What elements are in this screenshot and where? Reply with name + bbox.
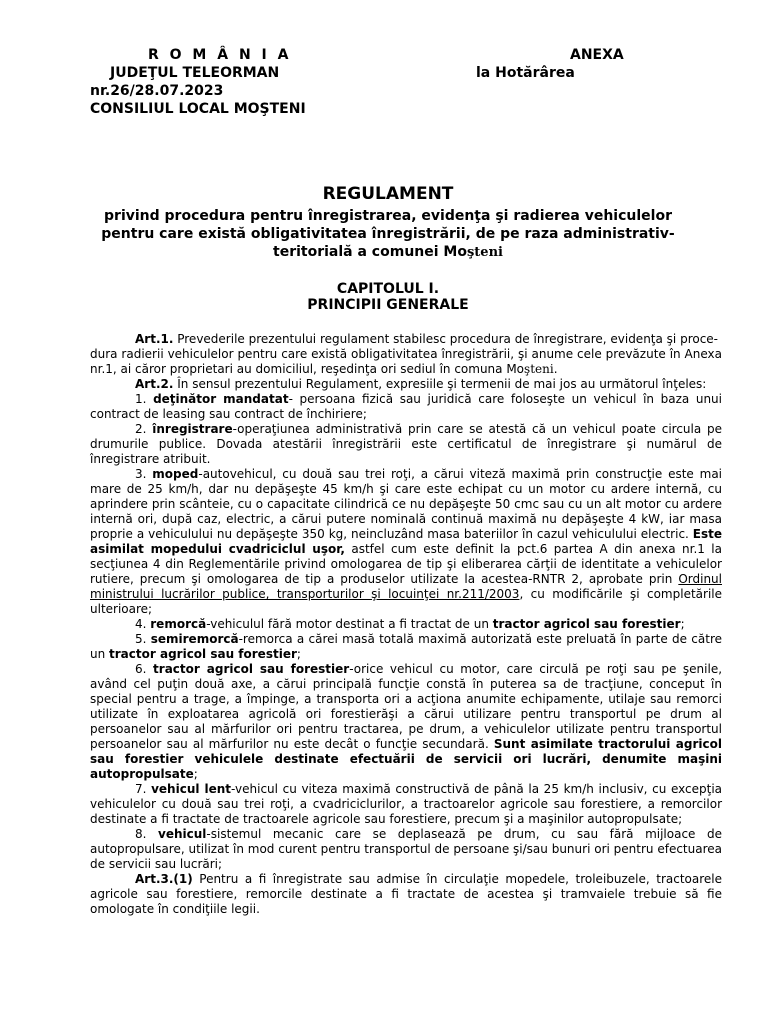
def2-num: 2. — [135, 422, 153, 436]
def7-term: vehicul lent — [151, 782, 232, 796]
def5-term: semiremorcă — [150, 632, 239, 646]
def3-bold: Este asimilat mopedului cvadriciclul uşor, — [90, 527, 722, 556]
header-county: JUDEŢUL TELEORMAN — [110, 65, 280, 81]
def4-bold: tractor agricol sau forestier — [492, 617, 681, 631]
def1-term: deţinător mandatat — [153, 392, 289, 406]
art2-text: În sensul prezentului Regulament, expresiile şi termenii de mai jos au următorul înţeles: — [173, 377, 707, 391]
def2-term: înregistrare — [152, 422, 233, 436]
art3-label: Art.3.(1) — [135, 872, 193, 886]
art2-label: Art.2. — [135, 377, 174, 391]
header-decision: la Hotărârea — [476, 65, 575, 81]
art1-tail: şteni — [524, 362, 554, 376]
subtitle-tail: şteni — [466, 245, 503, 260]
def1-num: 1. — [135, 392, 154, 406]
article-1 — [90, 332, 722, 347]
chapter-subtitle: PRINCIPII GENERALE — [307, 297, 469, 313]
def6-text: -orice vehicul cu motor, care circulă pe roţi sau pe şenile, având cel puţin două axe, a cărui principală funcţie constă în puterea sa de tracţiune, conceput în special pentru a trage, a împinge, a transporta ori a acţiona anumite echipamente, utilaje sau remorci utilizate în exploatarea agricolă ori forestierăşi a cărui utilizare pentru transportul pe drum al persoanelor sau al mărfurilor ori pentru tractarea, pe drum, a vehiculelor utilizate pentru transportul persoanelor sau al mărfurilor nu este decât o funcţie secundară. — [90, 662, 723, 751]
def5-bold: tractor agricol sau forestier — [109, 647, 297, 661]
art1-line2: dura radierii vehiculelor pentru care există obligativitatea înregistrării, şi anume cele prevăzute în Anexa nr.1, ai căror proprietari au domiciliul, reşedinţa ori sediul în comuna Mo — [90, 347, 722, 376]
def3-text3: , cu modificările şi completările ulterioare; — [90, 587, 722, 616]
def4-end: ; — [680, 617, 685, 631]
def3-num: 3. — [135, 467, 153, 481]
definition-1 — [90, 392, 722, 422]
def3-term: moped — [152, 467, 199, 481]
def6-bold: Sunt asimilate tractorului agricol sau forestier vehiculele destinate efectuării de servicii ori lucrări, denumite maşini autopropulsate — [90, 737, 723, 781]
header-annex: ANEXA — [570, 47, 624, 63]
header-country: R O M Â N I A — [148, 47, 292, 63]
def6-num: 6. — [135, 662, 154, 676]
definition-7 — [90, 782, 722, 827]
definition-3 — [90, 467, 722, 617]
document-title: REGULAMENT — [322, 184, 454, 204]
def3-text: -autovehicul, cu două sau trei roţi, a cărui viteză maximă prin construcţie este mai mare de 25 km/h, dar nu depăşeşte 45 km/h şi care este echipat cu un motor cu ardere internă, cu aprindere prin scânteie, cu o capacitate cilindrică ce nu depăşeşte 50 cmc sau cu un alt motor cu ardere internă ori, după caz, electric, a cărui putere nominală continuă maximă nu depăşeşte 4 kW, iar masa proprie a vehiculului nu depăşeşte 350 kg, neincluzând masa bateriilor în cazul vehiculului electric. — [90, 467, 723, 541]
subtitle-text: privind procedura pentru înregistrarea, evidenţa şi radierea vehiculelor pentru care există obligativitatea înregistrării, de pe raza administrativ-teritorială a comunei Mo — [101, 208, 675, 260]
def3-text2: astfel cum este definit la pct.6 partea A din anexa nr.1 la secţiunea 4 din Reglementările privind omologarea de tip şi eliberarea cărţii de identitate a vehiculelor rutiere, precum şi omologarea de tip a produselor utilizate la acestea-RNTR 2, aprobate prin — [90, 542, 722, 586]
def2-text: -operaţiunea administrativă prin care se atestă că un vehicul poate circula pe drumurile publice. Dovada atestării înregistrării este certificatul de înregistrare şi numărul de înregistrare atribuit. — [90, 422, 723, 466]
def7-text: -vehicul cu viteza maximă constructivă de până la 25 km/h inclusiv, cu excepţia vehiculelor cu două sau trei roţi, a cvadriciclurilor, a tractoarelor agricole sau forestiere, a remorcilor destinate a fi tractate de tractoarele agricole sau forestiere, precum şi a maşinilor autopropulsate; — [90, 782, 723, 826]
def4-text: -vehiculul fără motor destinat a fi tractat de un — [206, 617, 493, 631]
def5-end: ; — [296, 647, 301, 661]
art1-end: . — [553, 362, 558, 376]
definition-4 — [90, 617, 722, 632]
def3-order-link[interactable]: Ordinul ministrului lucrărilor publice, transporturilor şi locuinţei nr.211/2003 — [90, 572, 722, 601]
def8-num: 8. — [135, 827, 159, 841]
art3-text: Pentru a fi înregistrate sau admise în circulaţie mopedele, troleibuzele, tractoarele agricole sau forestiere, remorcile destinate a fi tractate de acestea şi tramvaiele trebuie să fie omologate în condiţiile legii. — [90, 872, 722, 916]
def5-num: 5. — [135, 632, 151, 646]
definition-5 — [90, 632, 722, 662]
def6-term: tractor agricol sau forestier — [153, 662, 350, 676]
def8-text: -sistemul mecanic care se deplasează pe drum, cu sau fără mijloace de autopropulsare, utilizat în mod curent pentru transportul de persoane şi/sau bunuri ori pentru efectuarea de servicii sau lucrări; — [90, 827, 723, 871]
def8-term: vehicul — [158, 827, 207, 841]
header-council: CONSILIUL LOCAL MOŞTENI — [90, 101, 306, 117]
def7-num: 7. — [135, 782, 152, 796]
chapter-title: CAPITOLUL I. — [336, 281, 440, 297]
definition-6 — [90, 662, 722, 782]
def4-term: remorcă — [150, 617, 207, 631]
def5-text: -remorca a cărei masă totală maximă autorizată este preluată în parte de către un — [90, 632, 722, 661]
art1-label: Art.1. — [135, 332, 174, 346]
definition-8 — [90, 827, 722, 872]
def4-num: 4. — [135, 617, 151, 631]
def1-text: - persoana fizică sau juridică care foloseşte un vehicul în baza unui contract de leasing sau contract de închiriere; — [90, 392, 722, 421]
article-1-cont — [90, 347, 722, 377]
art1-line1: Prevederile prezentului regulament stabilesc procedura de înregistrare, evidenţa şi proce- — [173, 332, 719, 346]
header-number: nr.26/28.07.2023 — [90, 83, 224, 99]
document-body — [90, 332, 722, 917]
definition-2 — [90, 422, 722, 467]
document-subtitle — [88, 207, 688, 262]
article-3 — [90, 872, 722, 917]
article-2 — [90, 377, 722, 392]
def6-end: ; — [193, 767, 198, 781]
